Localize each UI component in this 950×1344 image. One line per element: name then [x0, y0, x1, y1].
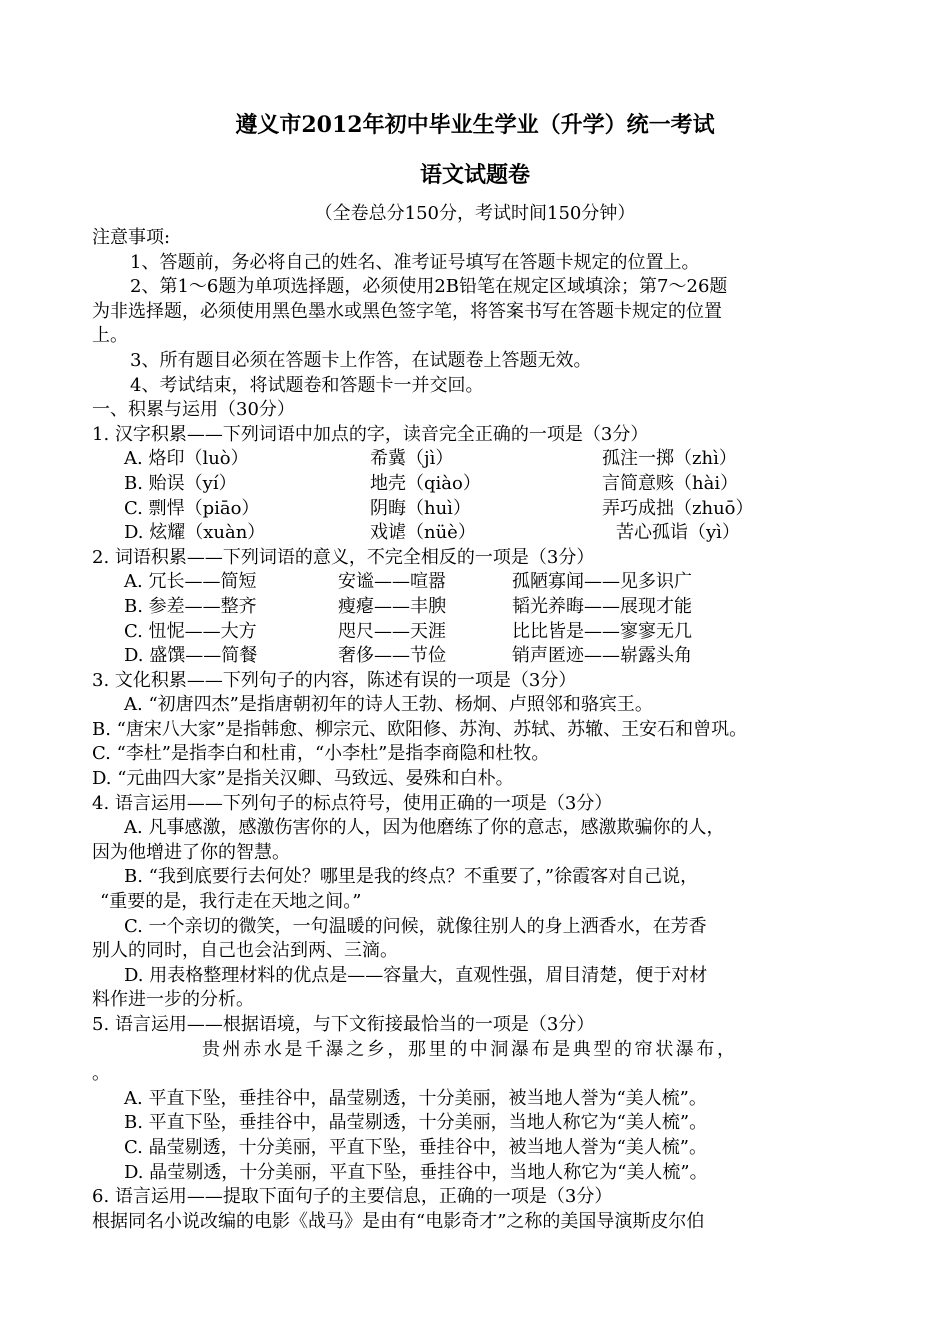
exam-title: 遵义市2012年初中毕业生学业（升学）统一考试	[235, 112, 715, 138]
option-term: 言简意赅（hài）	[602, 472, 739, 494]
question-4-option-a: A. 凡事感激，感激伤害你的人，因为他磨练了你的意志，感激欺骗你的人，	[124, 817, 725, 839]
option-term: B. 贻误（yí）	[124, 472, 237, 494]
question-4-stem: 4. 语言运用——下列句子的标点符号，使用正确的一项是（3分）	[92, 792, 613, 814]
option-term: 希冀（jì）	[370, 448, 454, 470]
question-5-option-d: D. 晶莹剔透，十分美丽，平直下坠，垂挂谷中，当地人称它为“美人梳”。	[124, 1161, 708, 1183]
option-term: D. 炫耀（xuàn）	[124, 522, 266, 544]
option-term: 安谧——喧嚣	[338, 571, 446, 593]
option-term: 咫尺——天涯	[338, 620, 446, 642]
option-term: B. 参差——整齐	[124, 595, 257, 617]
notice-item: 3、所有题目必须在答题卡上作答，在试题卷上答题无效。	[130, 349, 592, 371]
question-1-stem: 1. 汉字积累——下列词语中加点的字，读音完全正确的一项是（3分）	[92, 423, 649, 445]
question-5-option-a: A. 平直下坠，垂挂谷中，晶莹剔透，十分美丽，被当地人誉为“美人梳”。	[124, 1087, 707, 1109]
paper-subtitle: 语文试题卷	[419, 162, 530, 188]
question-3-option-a: A. “初唐四杰”是指唐朝初年的诗人王勃、杨炯、卢照邻和骆宾王。	[124, 694, 653, 716]
question-5-option-c: C. 晶莹剔透，十分美丽，平直下坠，垂挂谷中，被当地人誉为“美人梳”。	[124, 1136, 707, 1158]
question-4-option-b: B. “我到底要行去何处？哪里是我的终点？不重要了，”徐霞客对自己说，	[124, 866, 699, 888]
question-3-stem: 3. 文化积累——下列句子的内容，陈述有误的一项是（3分）	[92, 669, 577, 691]
section-heading: 一、积累与运用（30分）	[92, 399, 295, 421]
question-2-option-c	[92, 620, 862, 645]
option-term: 韬光养晦——展现才能	[512, 595, 692, 617]
question-2-option-b	[92, 595, 862, 620]
question-6-text: 根据同名小说改编的电影《战马》是由有“电影奇才”之称的美国导演斯皮尔伯	[92, 1210, 705, 1232]
option-term: 孤注一掷（zhì）	[602, 448, 737, 470]
notice-item: 2、第1～6题为单项选择题，必须使用2B铅笔在规定区域填涂；第7～26题	[130, 276, 728, 298]
notice-item: 4、考试结束，将试题卷和答题卡一并交回。	[130, 374, 484, 396]
question-4-option-c-cont: 别人的同时，自己也会沾到两、三滴。	[92, 940, 398, 962]
notice-item: 上。	[92, 325, 128, 347]
notice-item: 为非选择题，必须使用黑色墨水或黑色签字笔，将答案书写在答题卡规定的位置	[92, 300, 722, 322]
question-4-option-b-cont: “重要的是，我行走在天地之间。”	[100, 891, 362, 913]
option-term: D. 盛馔——简餐	[124, 645, 258, 667]
question-3-option-b: B. “唐宋八大家”是指韩愈、柳宗元、欧阳修、苏洵、苏轼、苏辙、王安石和曾巩。	[92, 718, 748, 740]
exam-body	[92, 226, 862, 1234]
question-1-option-a	[92, 447, 862, 472]
question-2-option-a	[92, 570, 862, 595]
question-3-option-d: D. “元曲四大家”是指关汉卿、马致远、晏殊和白朴。	[92, 768, 514, 790]
option-term: 戏谑（nüè）	[370, 522, 476, 544]
question-4-option-a-cont: 因为他增进了你的智慧。	[92, 841, 290, 863]
option-term: C. 剽悍（piāo）	[124, 497, 260, 519]
option-term: 奢侈——节俭	[338, 645, 446, 667]
option-term: 孤陋寡闻——见多识广	[512, 571, 692, 593]
question-4-option-c: C. 一个亲切的微笑，一句温暖的问候，就像往别人的身上洒香水，在芳香	[124, 915, 707, 937]
exam-note: （全卷总分150分，考试时间150分钟）	[314, 203, 636, 224]
option-term: 阴晦（huì）	[370, 497, 471, 519]
notice-item: 1、答题前，务必将自己的姓名、准考证号填写在答题卡规定的位置上。	[130, 251, 700, 273]
question-1-option-d	[92, 521, 862, 546]
option-term: A. 冗长——简短	[124, 571, 257, 593]
notice-heading: 注意事项:	[92, 227, 171, 248]
option-term: 比比皆是——寥寥无几	[512, 620, 692, 642]
question-1-option-c	[92, 497, 862, 522]
option-term: 销声匿迹——崭露头角	[512, 645, 692, 667]
question-5-blank-end: 。	[92, 1063, 110, 1085]
question-1-option-b	[92, 472, 862, 497]
question-2-option-d	[92, 644, 862, 669]
option-term: 弄巧成拙（zhuō）	[602, 497, 754, 519]
question-5-stem: 5. 语言运用——根据语境，与下文衔接最恰当的一项是（3分）	[92, 1014, 595, 1035]
question-4-option-d-cont: 料作进一步的分析。	[92, 989, 254, 1011]
option-term: 苦心孤诣（yì）	[616, 522, 740, 544]
question-5-context: 贵州赤水是千瀑之乡，那里的中洞瀑布是典型的帘状瀑布，	[202, 1038, 738, 1060]
question-6-stem: 6. 语言运用——提取下面句子的主要信息，正确的一项是（3分）	[92, 1186, 613, 1208]
option-term: A. 烙印（luò）	[124, 448, 249, 470]
option-term: 地壳（qiào）	[370, 472, 481, 494]
option-term: 瘦瘪——丰腴	[338, 595, 446, 617]
option-term: C. 忸怩——大方	[124, 620, 257, 642]
question-4-option-d: D. 用表格整理材料的优点是——容量大，直观性强，眉目清楚，便于对材	[124, 964, 708, 986]
question-5-option-b: B. 平直下坠，垂挂谷中，晶莹剔透，十分美丽，当地人称它为“美人梳”。	[124, 1112, 708, 1134]
question-2-stem: 2. 词语积累——下列词语的意义，不完全相反的一项是（3分）	[92, 546, 595, 568]
question-3-option-c: C. “李杜”是指李白和杜甫，“小李杜”是指李商隐和杜牧。	[92, 743, 550, 765]
